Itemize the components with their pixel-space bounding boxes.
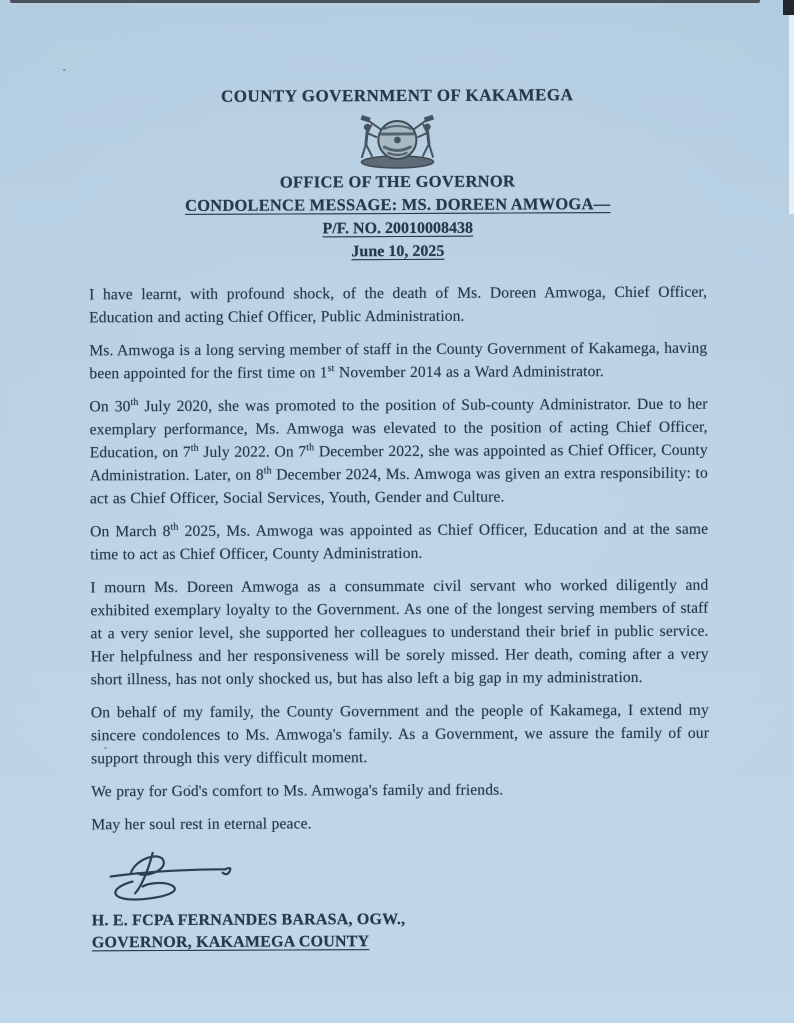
- letter-paragraph: On 30th July 2020, she was promoted to the position of Sub-county Administrator. Due to her exemplary performance, Ms. Amwoga was elevated to the position of acting Chief Officer, Education, on 7th July 2022. On 7th December 2022, she was appointed as Chief Officer, County Administration. Later, on 8th December 2024, Ms. Amwoga was given an extra responsibility: to act as Chief Officer, Social Services, Youth, Gender and Culture.: [89, 395, 708, 508]
- letter-paragraph: On March 8th 2025, Ms. Amwoga was appointed as Chief Officer, Education and at the same time to act as Chief Officer, County Administration.: [90, 520, 709, 564]
- letter-paragraph: On behalf of my family, the County Government and the people of Kakamega, I extend my sincere condolences to Ms. Amwoga's family. As a Government, we assure the family of our support through this very difficult moment.: [90, 701, 710, 768]
- letter-body: [89, 281, 709, 837]
- signature-block: [91, 844, 709, 953]
- letterhead: [88, 85, 707, 263]
- signatory-name: H. E. FCPA FERNANDES BARASA, OGW.,: [91, 910, 406, 930]
- letter-paragraph: May her soul rest in eternal peace.: [91, 815, 312, 834]
- letter-paragraph: We pray for God's comfort to Ms. Amwoga's family and friends.: [91, 781, 504, 801]
- handwritten-signature-icon: [95, 846, 275, 911]
- signatory-title: GOVERNOR, KAKAMEGA COUNTY: [91, 933, 370, 952]
- coat-of-arms-icon: [336, 111, 458, 170]
- letter-paragraph: I mourn Ms. Doreen Amwoga as a consummate civil servant who worked diligently and exhibited exemplary loyalty to the Government. As one of the longest serving members of staff at a very senior level, she supported her colleagues to understand their brief in public service. Her helpfulness and her responsiveness will be sorely missed. Her death, coming after a very short illness, has not only shocked us, but has also left a big gap in my administration.: [90, 576, 709, 689]
- organization-name: COUNTY GOVERNMENT OF KAKAMEGA: [220, 85, 574, 106]
- subject-line: CONDOLENCE MESSAGE: MS. DOREEN AMWOGA—: [185, 194, 611, 215]
- date-line: June 10, 2025: [351, 242, 445, 261]
- letter-paragraph: I have learnt, with profound shock, of the death of Ms. Doreen Amwoga, Chief Officer, Education and acting Chief Officer, Public Administration.: [89, 283, 708, 327]
- letter-paragraph: Ms. Amwoga is a long serving member of staff in the County Government of Kakamega, having been appointed for the first time on 1st November 2014 as a Ward Administrator.: [89, 339, 708, 383]
- office-line: OFFICE OF THE GOVERNOR: [279, 171, 516, 192]
- file-reference: P/F. NO. 20010008438: [322, 219, 474, 238]
